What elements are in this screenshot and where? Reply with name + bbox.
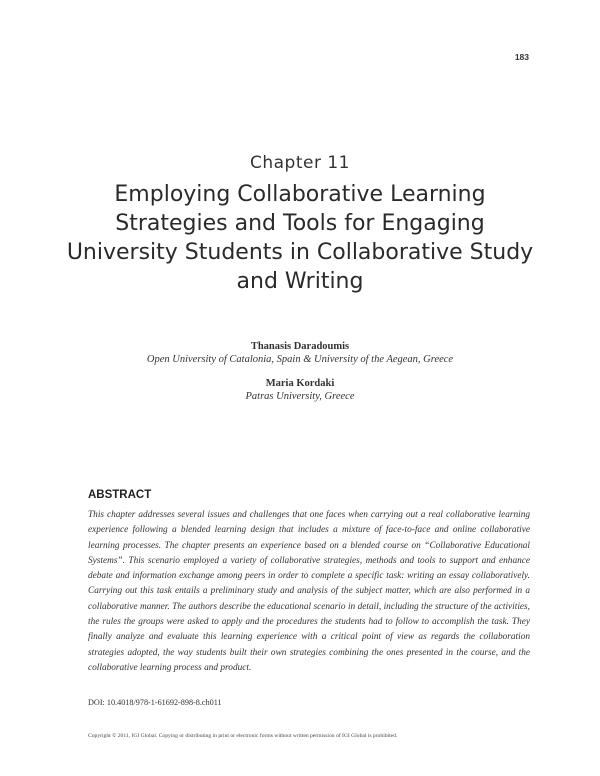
- abstract-body: This chapter addresses several issues and challenges that one faces when carrying out a real collaborative learning experience following a blended learning design that includes a mixture of face-to-face and online collaborative learning processes. The chapter presents an experience based on a blended course on “Collaborative Educational Systems”. This scenario employed a variety of collaborative strategies, methods and tools to support and enhance debate and information exchange among peers in order to complete a specific task: writing an essay collaboratively. Carrying out this task entails a preliminary study and analysis of the subject matter, which are also performed in a collaborative manner. The authors describe the educational scenario in detail, including the structure of the activities, the rules the groups were asked to apply and the procedures the students had to follow to accomplish the task. They finally analyze and evaluate this learning experience with a critical point of view as regards the collaboration strategies adopted, the way students built their own strategies combining the ones presented in the course, and the collaborative learning process and product.: [88, 510, 530, 673]
- chapter-title: Employing Collaborative Learning Strategies and Tools for Engaging University Students in Collaborative Study and Writing: [66, 182, 534, 294]
- author-block: [0, 377, 600, 403]
- page-number: 183: [514, 52, 529, 62]
- doi: DOI: 10.4018/978-1-61692-898-8.ch011: [88, 698, 222, 707]
- abstract-heading: ABSTRACT: [88, 489, 152, 501]
- author-name: Thanasis Daradoumis: [250, 341, 350, 352]
- author-affiliation: Open University of Catalonia, Spain & University of the Aegean, Greece: [146, 354, 454, 365]
- author-block: [0, 340, 600, 366]
- author-name: Maria Kordaki: [265, 378, 335, 389]
- author-affiliation: Patras University, Greece: [245, 391, 355, 402]
- copyright-notice: Copyright © 2011, IGI Global. Copying or distributing in print or electronic forms without written permission of IGI Global is prohibited.: [88, 733, 398, 739]
- chapter-label: Chapter 11: [249, 153, 350, 173]
